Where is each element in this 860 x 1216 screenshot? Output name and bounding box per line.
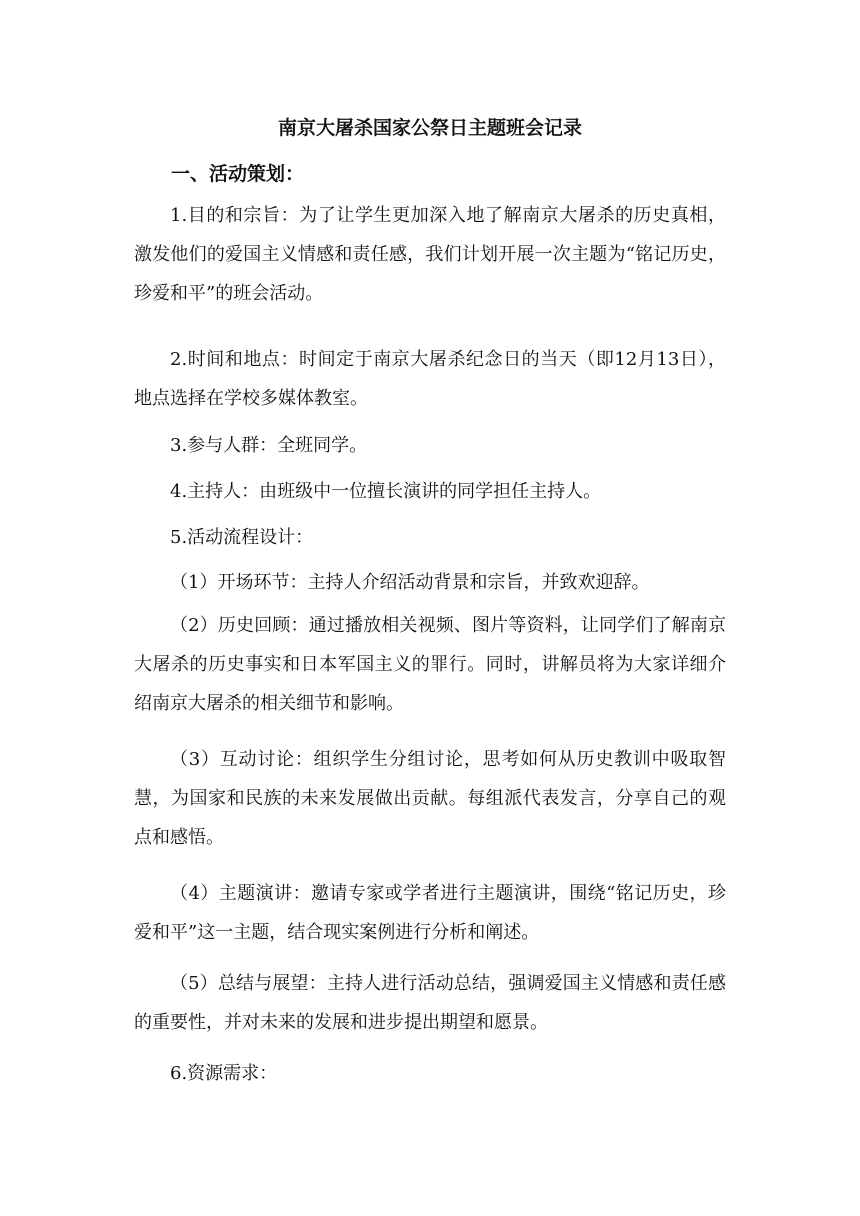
paragraph-purpose: 1.目的和宗旨：为了让学生更加深入地了解南京大屠杀的历史真相，激发他们的爱国主义情感和责任感，我们计划开展一次主题为“铭记历史，珍爱和平”的班会活动。: [134, 205, 726, 304]
paragraph-summary: （5）总结与展望：主持人进行活动总结，强调爱国主义情感和责任感的重要性，并对未来的发展和进步提出期望和愿景。: [134, 973, 726, 1033]
document-title: 南京大屠杀国家公祭日主题班会记录: [277, 117, 582, 139]
paragraph-time-place: 2.时间和地点：时间定于南京大屠杀纪念日的当天（即12月13日），地点选择在学校多媒体教室。: [134, 349, 726, 409]
paragraph-speech: （4）主题演讲：邀请专家或学者进行主题演讲，围绕“铭记历史，珍爱和平”这一主题，结合现实案例进行分析和阐述。: [134, 883, 726, 943]
section-heading: 一、活动策划：: [171, 163, 305, 185]
paragraph-process: 5.活动流程设计：: [170, 527, 314, 548]
paragraph-opening: （1）开场环节：主持人介绍活动背景和宗旨，并致欢迎辞。: [170, 572, 650, 593]
paragraph-resources: 6.资源需求：: [170, 1063, 278, 1084]
paragraph-discussion: （3）互动讨论：组织学生分组讨论，思考如何从历史教训中吸取智慧，为国家和民族的未来发展做出贡献。每组派代表发言，分享自己的观点和感悟。: [134, 749, 726, 848]
paragraph-history-review: （2）历史回顾：通过播放相关视频、图片等资料，让同学们了解南京大屠杀的历史事实和日本军国主义的罪行。同时，讲解员将为大家详细介绍南京大屠杀的相关细节和影响。: [134, 615, 726, 714]
paragraph-host: 4.主持人：由班级中一位擅长演讲的同学担任主持人。: [170, 481, 602, 502]
paragraph-participants: 3.参与人群：全班同学。: [170, 435, 368, 456]
